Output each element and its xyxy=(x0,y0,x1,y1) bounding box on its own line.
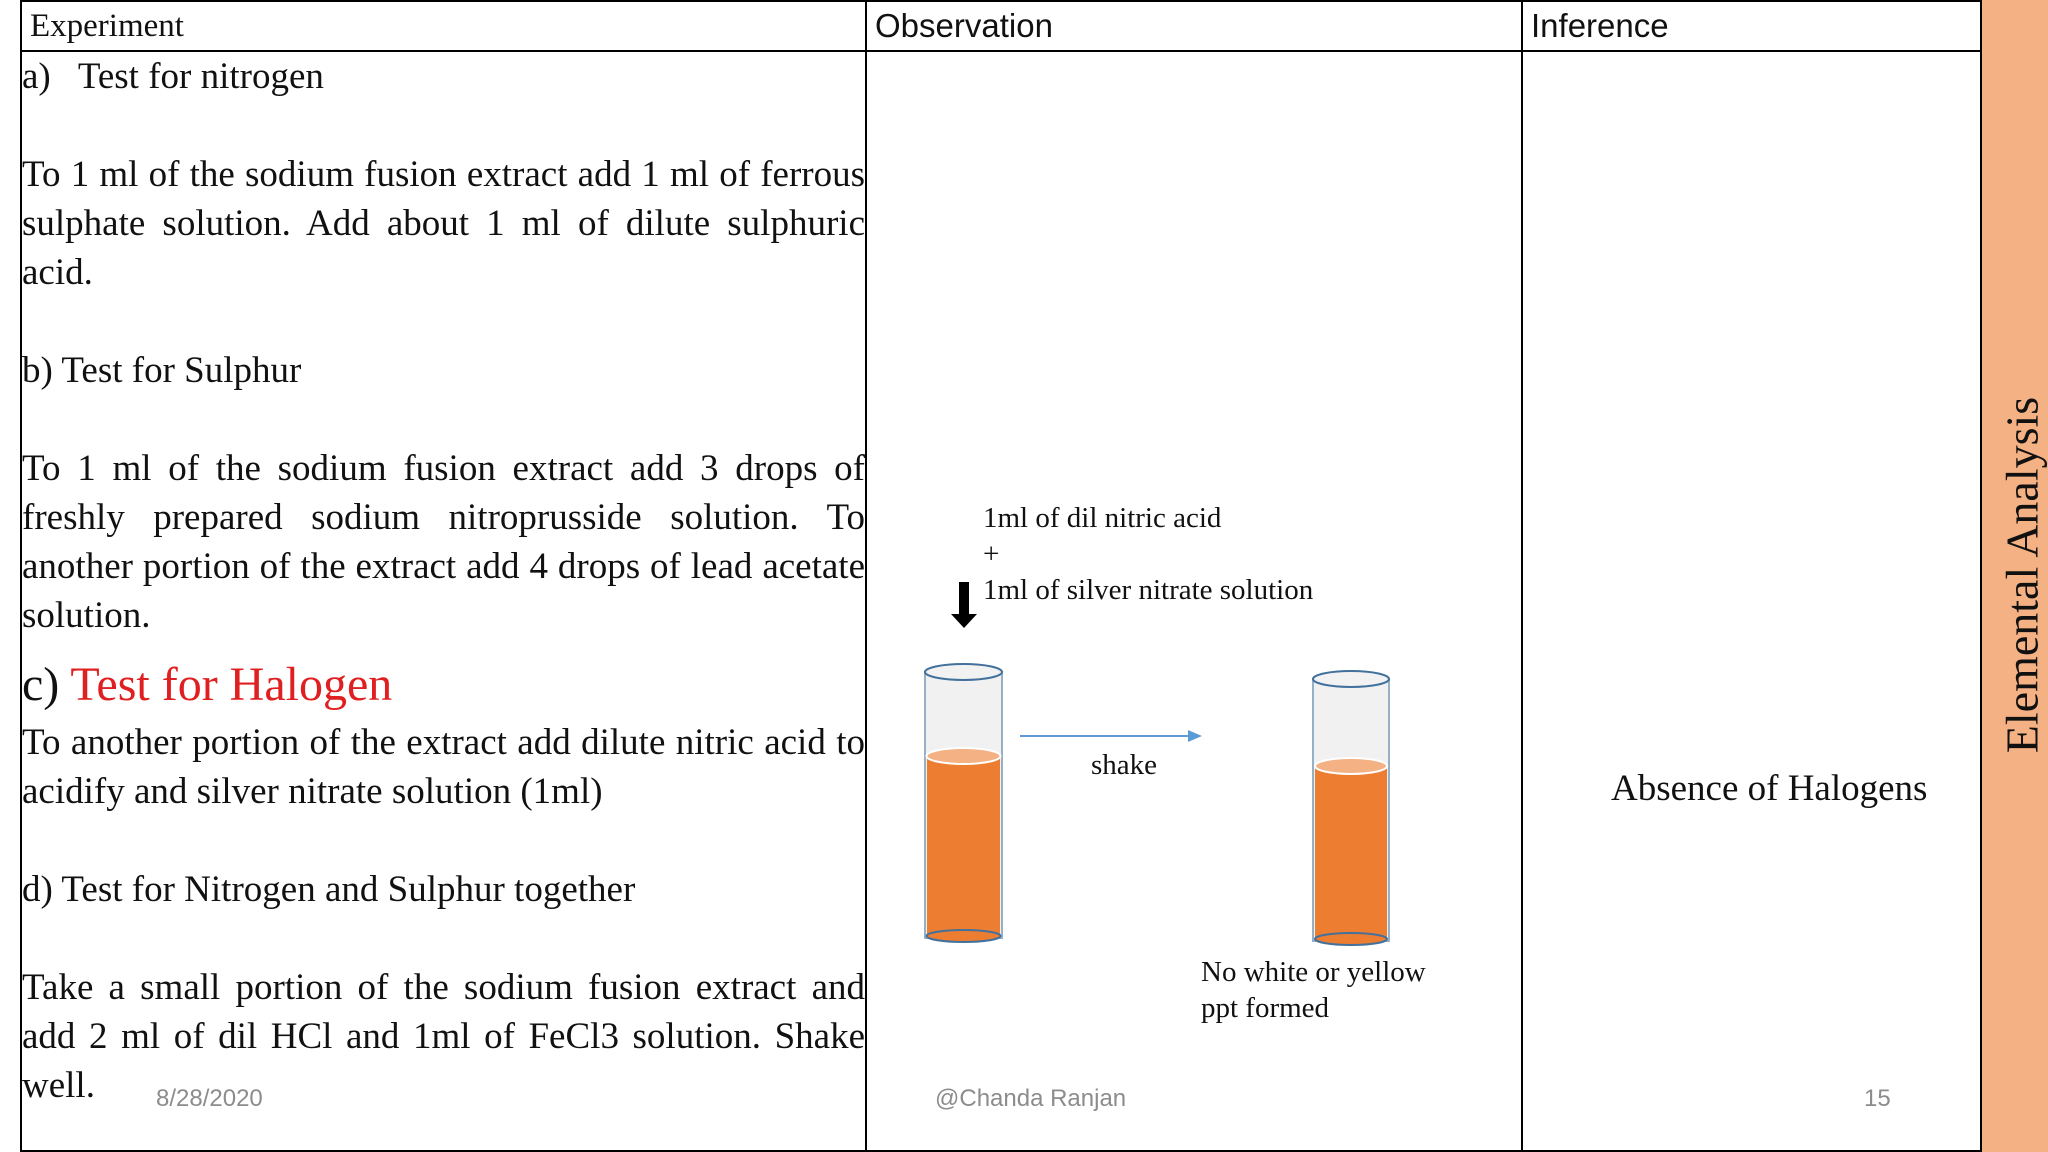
header-observation: Observation xyxy=(866,1,1522,51)
test-d-title: d) Test for Nitrogen and Sulphur together xyxy=(22,869,636,910)
reagent-line-2: 1ml of silver nitrate solution xyxy=(983,574,1314,606)
test-c-label: c) xyxy=(22,658,71,711)
header-experiment: Experiment xyxy=(21,1,866,51)
side-title: Elemental Analysis xyxy=(1996,396,2048,754)
result-line-2: ppt formed xyxy=(1201,992,1330,1024)
result-line-1: No white or yellow xyxy=(1201,956,1426,988)
inference-halogen-result: Absence of Halogens xyxy=(1611,768,1928,809)
test-b-body: To 1 ml of the sodium fusion extract add 3 drops of freshly prepared sodium nitroprusside solution. To another portion of the extract add 4 drops of lead acetate solution. xyxy=(22,448,865,636)
header-inference: Inference xyxy=(1522,1,1981,51)
shake-arrow-icon xyxy=(1020,730,1202,742)
test-a-body: To 1 ml of the sodium fusion extract add 1 ml of ferrous sulphate solution. Add about 1 ml of dilute sulphuric acid. xyxy=(22,154,865,293)
footer-author: @Chanda Ranjan xyxy=(935,1085,1127,1112)
test-d-body: Take a small portion of the sodium fusion extract and add 2 ml of dil HCl and 1ml of FeCl3 solution. Shake well. xyxy=(22,967,865,1106)
reagent-plus: + xyxy=(983,538,1000,570)
test-b-title: b) Test for Sulphur xyxy=(22,350,302,391)
test-a-title: a) Test for nitrogen xyxy=(22,56,324,97)
liquid-before xyxy=(927,756,1000,936)
test-c-body: To another portion of the extract add dilute nitric acid to acidify and silver nitrate solution (1ml) xyxy=(22,722,865,812)
test-tube-after xyxy=(1313,671,1389,945)
test-c-title: Test for Halogen xyxy=(70,658,393,711)
reagent-line-1: 1ml of dil nitric acid xyxy=(983,502,1222,534)
test-tube-before xyxy=(925,664,1002,942)
footer-page-number: 15 xyxy=(1864,1085,1891,1112)
down-arrow-icon xyxy=(951,582,977,628)
liquid-after xyxy=(1315,766,1387,939)
shake-label: shake xyxy=(1091,749,1158,781)
footer-date: 8/28/2020 xyxy=(156,1085,263,1112)
